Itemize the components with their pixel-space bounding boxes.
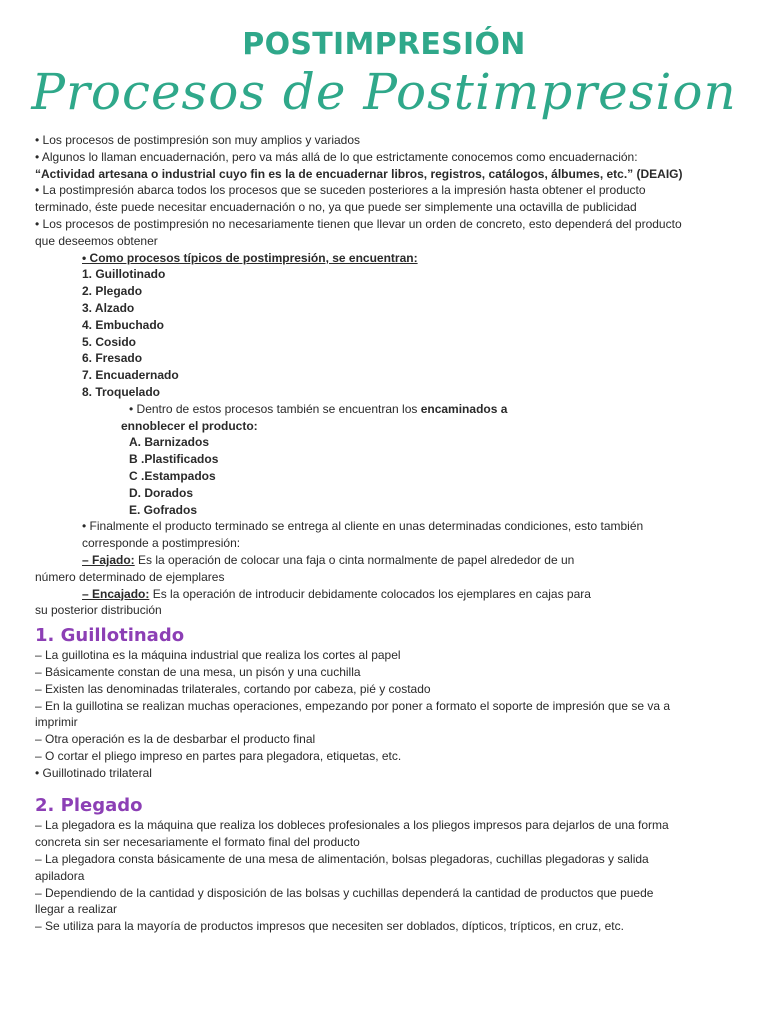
fajado-text: Es la operación de colocar una faja o cinta normalmente de papel alrededor de un xyxy=(134,552,575,567)
ennoble-item: C .Estampados xyxy=(129,468,216,483)
fajado-cont: número determinado de ejemplares xyxy=(35,569,225,584)
intro-line: que deseemos obtener xyxy=(35,233,158,248)
encajado-line xyxy=(35,586,735,603)
process-item: 5. Cosido xyxy=(82,334,137,349)
guillotinado-line: – En la guillotina se realizan muchas operaciones, empezando por poner a formato el soporte de impresión que se va a xyxy=(35,698,671,713)
page-subtitle: Procesos de Postimpresion xyxy=(31,63,737,121)
ennoble-item: E. Gofrados xyxy=(129,502,198,517)
encajado-label: – Encajado: xyxy=(82,586,150,601)
guillotinado-line: – Otra operación es la de desbarbar el producto final xyxy=(35,732,316,747)
process-item: 4. Embuchado xyxy=(82,317,165,332)
intro-line: terminado, éste puede necesitar encuadernación o no, ya que puede ser simplemente una octavilla de publicidad xyxy=(35,200,637,215)
plegado-line: – La plegadora consta básicamente de una mesa de alimentación, bolsas plegadoras, cuchillas plegadoras y salida xyxy=(35,852,649,867)
guillotinado-line: imprimir xyxy=(35,715,78,730)
ennoble-item: B .Plastificados xyxy=(129,452,219,467)
ennoble-bold: encaminados a xyxy=(420,401,508,416)
guillotinado-line: – Existen las denominadas trilaterales, cortando por cabeza, pié y costado xyxy=(35,681,431,696)
encajado-cont: su posterior distribución xyxy=(35,603,162,618)
processes-heading: • Como procesos típicos de postimpresión, se encuentran: xyxy=(82,250,418,265)
guillotinado-line: – Básicamente constan de una mesa, un pisón y una cuchilla xyxy=(35,664,361,679)
ennoble-bold-cont: ennoblecer el producto: xyxy=(121,418,258,433)
plegado-line: apiladora xyxy=(35,868,85,883)
process-item: 3. Alzado xyxy=(82,300,135,315)
process-item: 8. Troquelado xyxy=(82,384,161,399)
ennoble-item: A. Barnizados xyxy=(129,435,210,450)
plegado-line: – Dependiendo de la cantidad y disposición de las bolsas y cuchillas dependerá la cantidad de productos que puede xyxy=(35,885,654,900)
ennoble-item: D. Dorados xyxy=(129,485,194,500)
plegado-line: – Se utiliza para la mayoría de productos impresos que necesiten ser doblados, dípticos, trípticos, en cruz, etc. xyxy=(35,919,624,934)
guillotinado-line: – La guillotina es la máquina industrial que realiza los cortes al papel xyxy=(35,648,401,663)
guillotinado-line: – O cortar el pliego impreso en partes para plegadora, etiquetas, etc. xyxy=(35,748,402,763)
encajado-text: Es la operación de introducir debidamente colocados los ejemplares en cajas para xyxy=(149,586,591,601)
intro-line: • Los procesos de postimpresión son muy amplios y variados xyxy=(35,133,361,147)
plegado-line: llegar a realizar xyxy=(35,902,118,917)
process-item: 2. Plegado xyxy=(82,284,143,299)
ennoble-intro xyxy=(35,401,735,418)
page-title: POSTIMPRESIÓN xyxy=(242,27,526,62)
definition-quote: “Actividad artesana o industrial cuyo fin es la de encuadernar libros, registros, catálogos, álbumes, etc.” (DEAIG) xyxy=(35,166,683,181)
final-line: corresponde a postimpresión: xyxy=(82,536,241,551)
ennoble-text: • Dentro de estos procesos también se encuentran los xyxy=(129,401,421,416)
plegado-line: concreta sin ser necesariamente el formato final del producto xyxy=(35,835,360,850)
section-heading-plegado: 2. Plegado xyxy=(35,795,143,817)
guillotinado-line: • Guillotinado trilateral xyxy=(35,765,152,780)
section-heading-guillotinado: 1. Guillotinado xyxy=(35,625,185,647)
intro-line: • Los procesos de postimpresión no necesariamente tienen que llevar un orden de concreto, esto dependerá del producto xyxy=(35,216,682,231)
process-item: 1. Guillotinado xyxy=(82,267,166,282)
intro-line: • La postimpresión abarca todos los procesos que se suceden posteriores a la impresión hasta obtener el producto xyxy=(35,183,646,198)
fajado-line xyxy=(35,552,735,569)
document-body xyxy=(35,132,735,935)
process-item: 7. Encuadernado xyxy=(82,368,179,383)
process-item: 6. Fresado xyxy=(82,351,143,366)
final-line: • Finalmente el producto terminado se entrega al cliente en unas determinadas condiciones, esto también xyxy=(82,519,644,534)
plegado-line: – La plegadora es la máquina que realiza los dobleces profesionales a los pliegos impresos para dejarlos de una forma xyxy=(35,818,669,833)
intro-line: • Algunos lo llaman encuadernación, pero va más allá de lo que estrictamente conocemos como encuadernación: xyxy=(35,149,638,164)
fajado-label: – Fajado: xyxy=(82,552,135,567)
